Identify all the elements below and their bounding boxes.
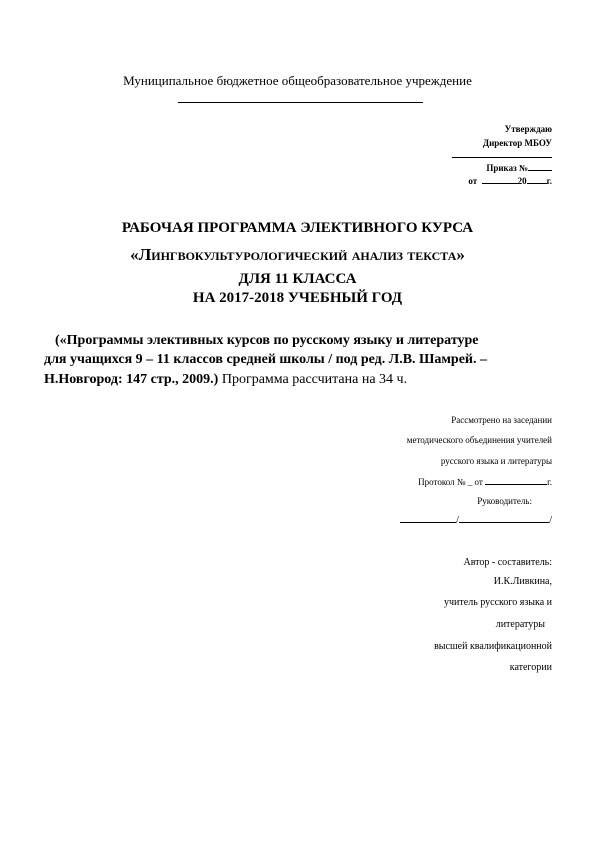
date-day-blank [482,174,518,184]
protocol-line [418,475,552,487]
author-category-2: категории [509,662,552,673]
signature-blank [400,513,456,523]
institution-underline [178,102,423,103]
source-line-2: для учащихся 9 – 11 классов средней школы / под ред. Л.В. Шамрей. – [44,352,488,367]
approved-label: Утверждаю [504,124,552,134]
author-position-2: литературы [495,619,545,630]
director-label: Директор МБОУ [482,138,552,148]
review-line-3: русского языка и литературы [440,456,552,466]
source-line-3 [44,372,407,388]
date-prefix: от [468,176,478,186]
protocol-prefix: Протокол № _ от [418,477,483,487]
signature-line [452,157,552,158]
review-line-1: Рассмотрено на заседании [451,415,552,425]
name-blank [459,513,549,523]
head-signature-line: / / [400,513,552,526]
course-name: «Лингвокультурологический анализ текста» [130,245,465,264]
hours-note: Программа рассчитана на 34 ч. [218,372,408,387]
grade-line: ДЛЯ 11 КЛАССА [238,271,357,287]
order-prefix: Приказ № [486,163,528,173]
year-line: НА 2017-2018 УЧЕБНЫЙ ГОД [192,290,403,306]
source-publisher: Н.Новгород: 147 стр., 2009.) [44,372,219,387]
order-date-line [468,174,552,186]
date-suffix: г. [546,176,552,186]
date-year-blank [527,174,547,184]
order-number-blank [528,161,552,171]
title-line-1: РАБОЧАЯ ПРОГРАММА ЭЛЕКТИВНОГО КУРСА [121,220,474,236]
author-label: Автор - составитель: [463,557,552,568]
date-mid: 20 [517,176,527,186]
source-line-1: («Программы элективных курсов по русскому языку и литературе [55,333,479,348]
institution-name: Муниципальное бюджетное общеобразовательное учреждение [123,73,472,88]
author-category-1: высшей квалификационной [434,641,552,652]
author-position-1: учитель русского языка и [444,597,552,608]
order-line [486,161,552,173]
protocol-suffix: г. [547,477,552,487]
head-label: Руководитель: [477,496,532,506]
protocol-date-blank [485,475,547,485]
review-line-2: методического объединения учителей [406,435,552,445]
author-name: И.К.Ливкина, [493,576,552,587]
